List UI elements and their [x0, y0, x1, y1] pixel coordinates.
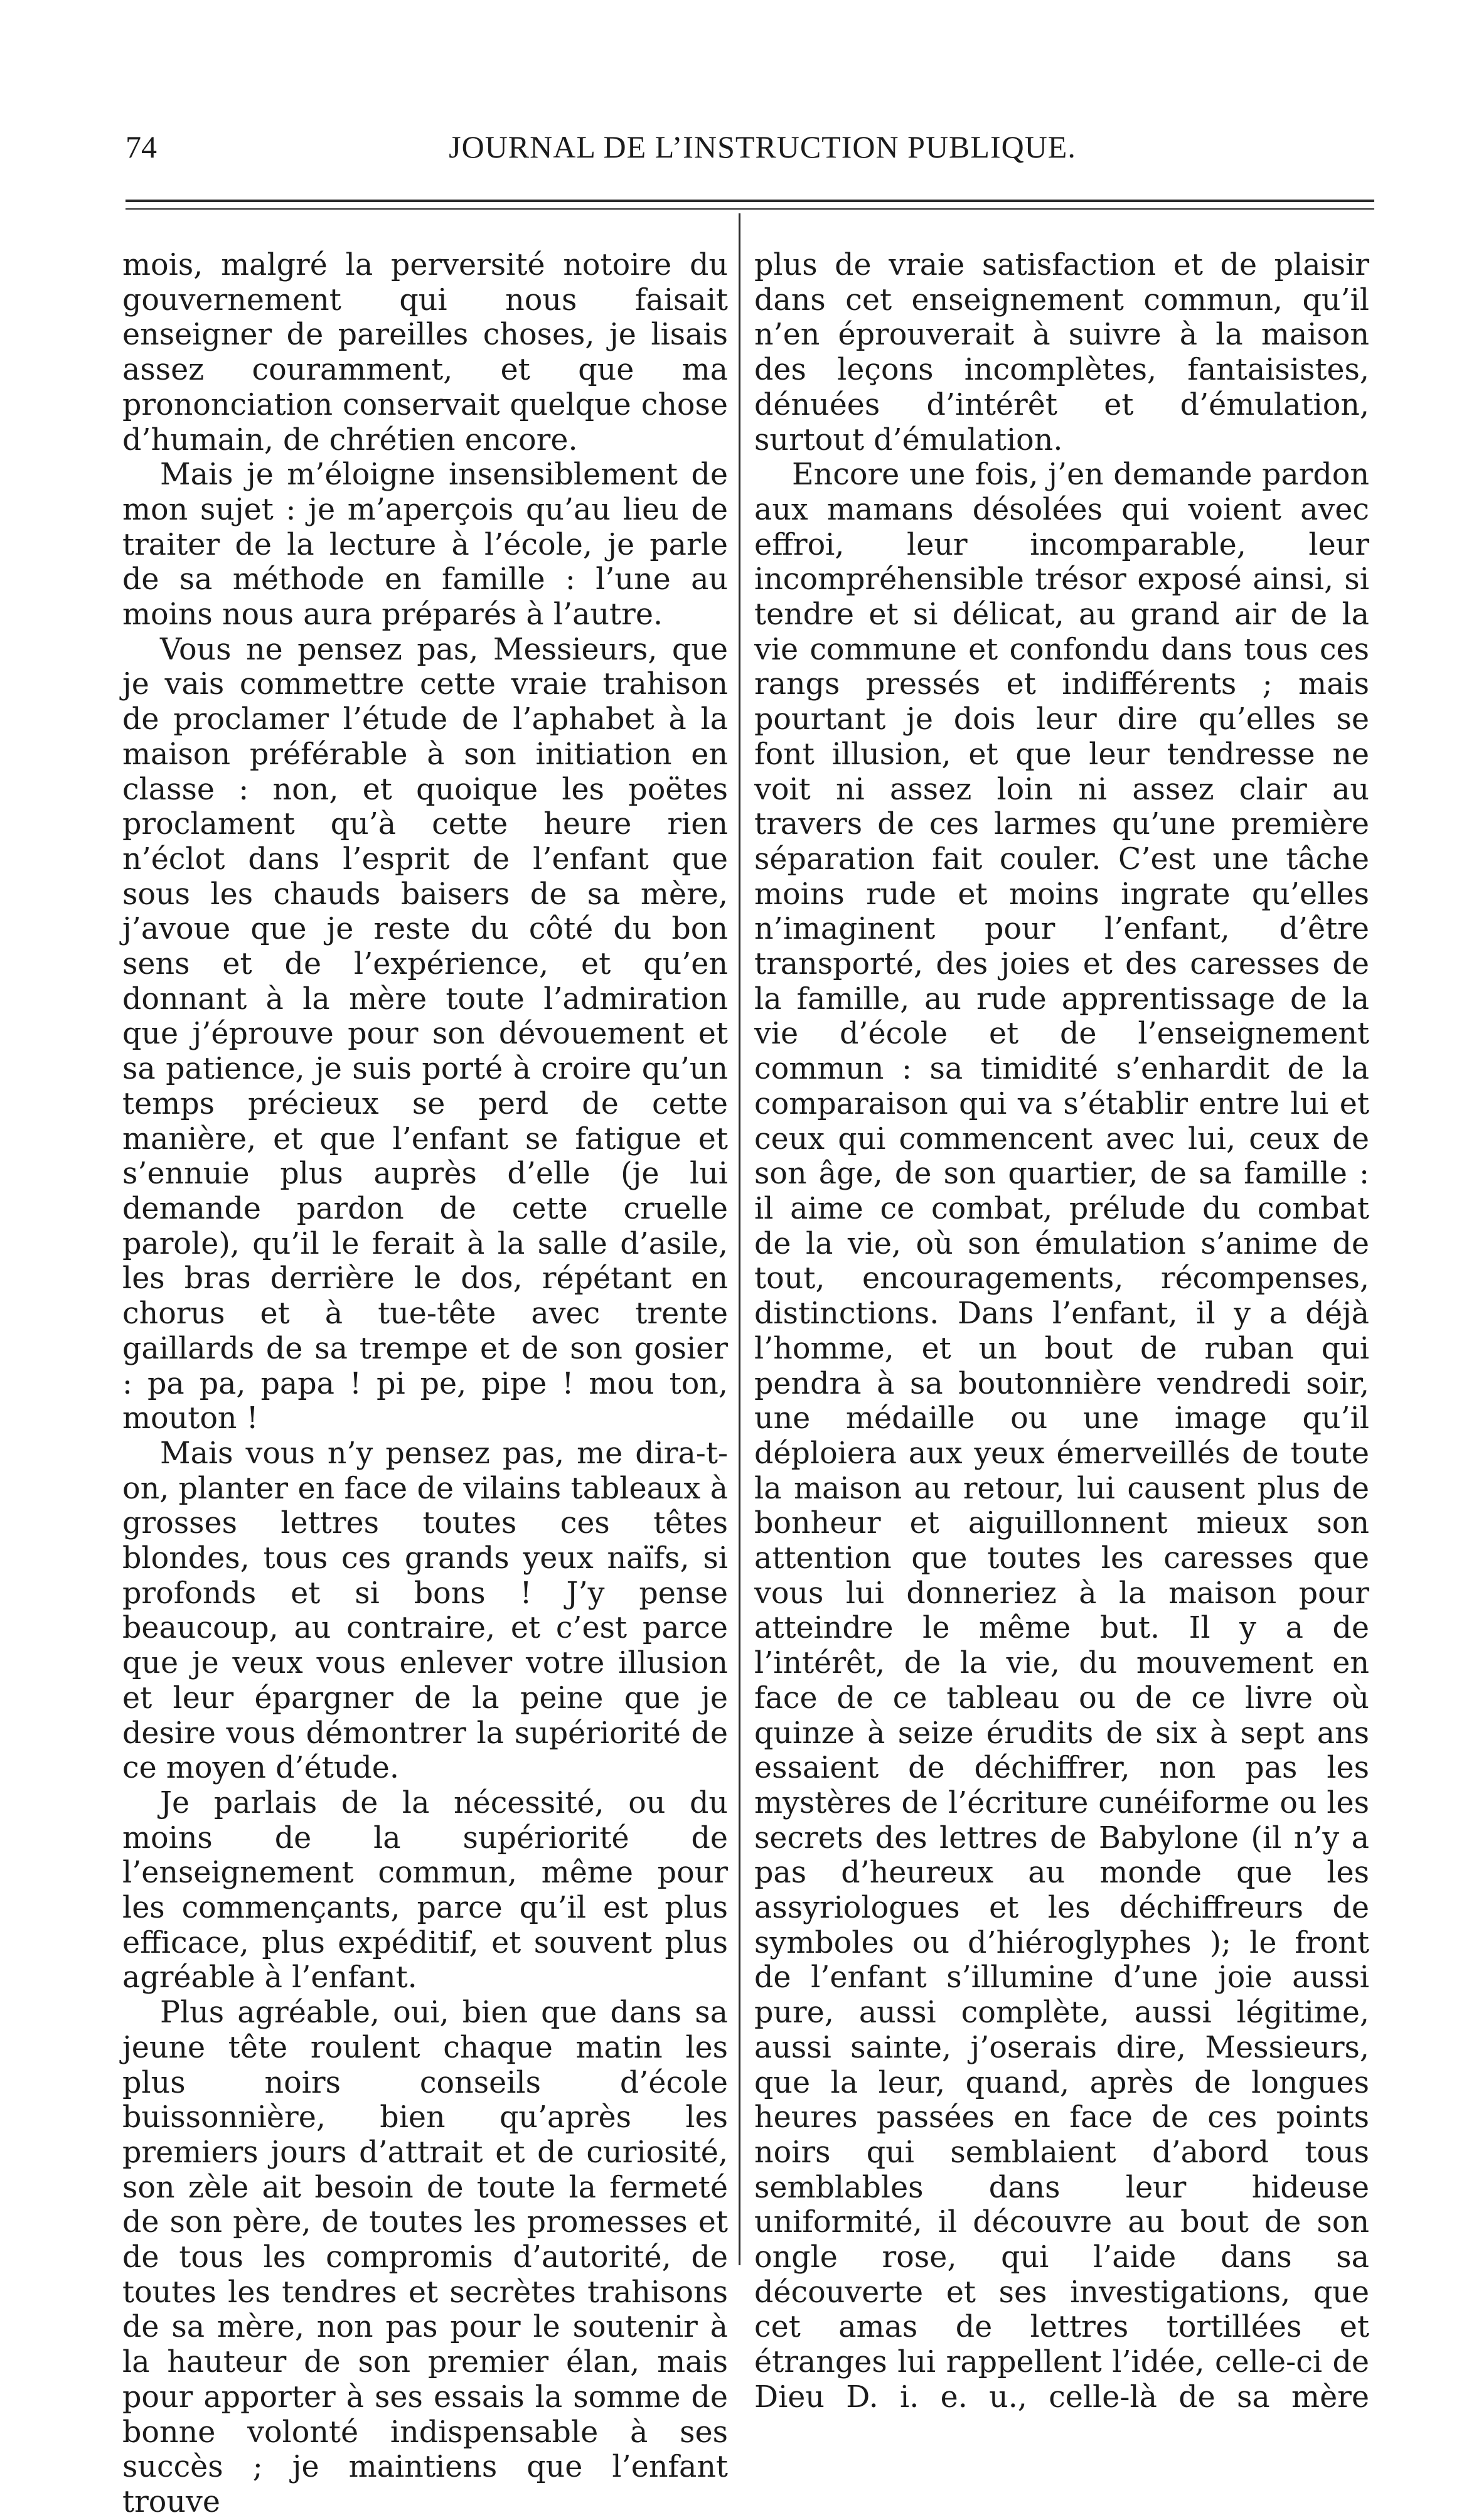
paragraph: mois, malgré la perversité notoire du gouvernement qui nous faisait enseigner de pareilles choses, je lisais assez couramment, et que ma prononciation conservait quelque chose d’humain, de chrétien encore.	[122, 248, 728, 457]
page-number: 74	[126, 129, 157, 164]
paragraph: Je parlais de la nécessité, ou du moins de la supériorité de l’enseignement commun, même pour les commençants, parce qu’il est plus efficace, plus expéditif, et souvent plus agréable à l’enfant.	[122, 1785, 728, 1995]
page-header	[126, 129, 1374, 179]
paragraph: Mais je m’éloigne insensiblement de mon sujet : je m’aperçois qu’au lieu de traiter de la lecture à l’école, je parle de sa méthode en famille : l’une au moins nous aura préparés à l’autre.	[122, 457, 728, 633]
paragraph: Vous ne pensez pas, Messieurs, que je vais commettre cette vraie trahison de proclamer l’étude de l’aphabet à la maison préférable à son initiation en classe : non, et quoique les poëtes proclament qu’à cette heure rien n’éclot dans l’esprit de l’enfant que sous les chauds baisers de sa mère, j’avoue que je reste du côté du bon sens et de l’expérience, et qu’en donnant à la mère toute l’admiration que j’éprouve pour son dévouement et sa patience, je suis porté à croire qu’un temps précieux se perd de cette manière, et que l’enfant se fatigue et s’ennuie plus auprès d’elle (je lui demande pardon de cette cruelle parole), qu’il le ferait à la salle d’asile, les bras derrière le dos, répétant en chorus et à tue-tête avec trente gaillards de sa trempe et de son gosier : pa pa, papa ! pi pe, pipe ! mou ton, mouton !	[122, 632, 728, 1436]
column-divider	[739, 213, 740, 2265]
header-rule	[126, 200, 1374, 202]
paragraph: Plus agréable, oui, bien que dans sa jeune tête roulent chaque matin les plus noirs conseils d’école buissonnière, bien qu’après les premiers jours d’attrait et de curiosité, son zèle ait besoin de toute la fermeté de son père, de toutes les promesses et de tous les compromis d’autorité, de toutes les tendres et secrètes trahisons de sa mère, non pas pour le soutenir à la hauteur de son premier élan, mais pour apporter à ses essais la somme de bonne volonté indispensable à ses succès ; je maintiens que l’enfant trouve	[122, 1995, 728, 2519]
left-column	[122, 248, 728, 2520]
running-title: JOURNAL DE L’INSTRUCTION PUBLIQUE.	[449, 129, 1076, 164]
paragraph: Mais vous n’y pensez pas, me dira-t-on, planter en face de vilains tableaux à grosses lettres toutes ces têtes blondes, tous ces grands yeux naïfs, si profonds et si bons ! J’y pense beaucoup, au contraire, et c’est parce que je veux vous enlever votre illusion et leur épargner de la peine que je desire vous démontrer la supériorité de ce moyen d’étude.	[122, 1436, 728, 1786]
header-rule-thin	[126, 208, 1374, 210]
paragraph: plus de vraie satisfaction et de plaisir dans cet enseignement commun, qu’il n’en éprouverait à suivre à la maison des leçons incomplètes, fantaisistes, dénuées d’intérêt et d’émulation, surtout d’émulation.	[754, 248, 1369, 457]
paragraph: Encore une fois, j’en demande pardon aux mamans désolées qui voient avec effroi, leur incomparable, leur incompréhensible trésor exposé ainsi, si tendre et si délicat, au grand air de la vie commune et confondu dans tous ces rangs pressés et indifférents ; mais pourtant je dois leur dire qu’elles se font illusion, et que leur tendresse ne voit ni assez loin ni assez clair au travers de ces larmes qu’une première séparation fait couler. C’est une tâche moins rude et moins ingrate qu’elles n’imaginent pour l’enfant, d’être transporté, des joies et des caresses de la famille, au rude apprentissage de la vie d’école et de l’enseignement commun : sa timidité s’enhardit de la comparaison qui va s’établir entre lui et ceux qui commencent avec lui, ceux de son âge, de son quartier, de sa famille : il aime ce combat, prélude du combat de la vie, où son émulation s’anime de tout, encouragements, récompenses, distinctions. Dans l’enfant, il y a déjà l’homme, et un bout de ruban qui pendra à sa boutonnière vendredi soir, une médaille ou une image qu’il déploiera aux yeux émerveillés de toute la maison au retour, lui causent plus de bonheur et aiguillonnent mieux son attention que toutes les caresses que vous lui donneriez à la maison pour atteindre le même but. Il y a de l’intérêt, de la vie, du mouvement en face de ce tableau ou de ce livre où quinze à seize érudits de six à sept ans essaient de déchiffrer, non pas les mystères de l’écriture cunéiforme ou les secrets des lettres de Babylone (il n’y a pas d’heureux au monde que les assyriologues et les déchiffreurs de symboles ou d’hiéroglyphes ); le front de l’enfant s’illumine d’une joie aussi pure, aussi complète, aussi légitime, aussi sainte, j’oserais dire, Messieurs, que la leur, quand, après de longues heures passées en face de ces points noirs qui semblaient d’abord tous semblables dans leur hideuse uniformité, il découvre au bout de son ongle rose, qui l’aide dans sa découverte et ses investigations, que cet amas de lettres tortillées et étranges lui rappellent l’idée, celle-ci de Dieu D. i. e. u., celle-là de sa mère	[754, 457, 1369, 2415]
right-column	[754, 248, 1369, 2415]
